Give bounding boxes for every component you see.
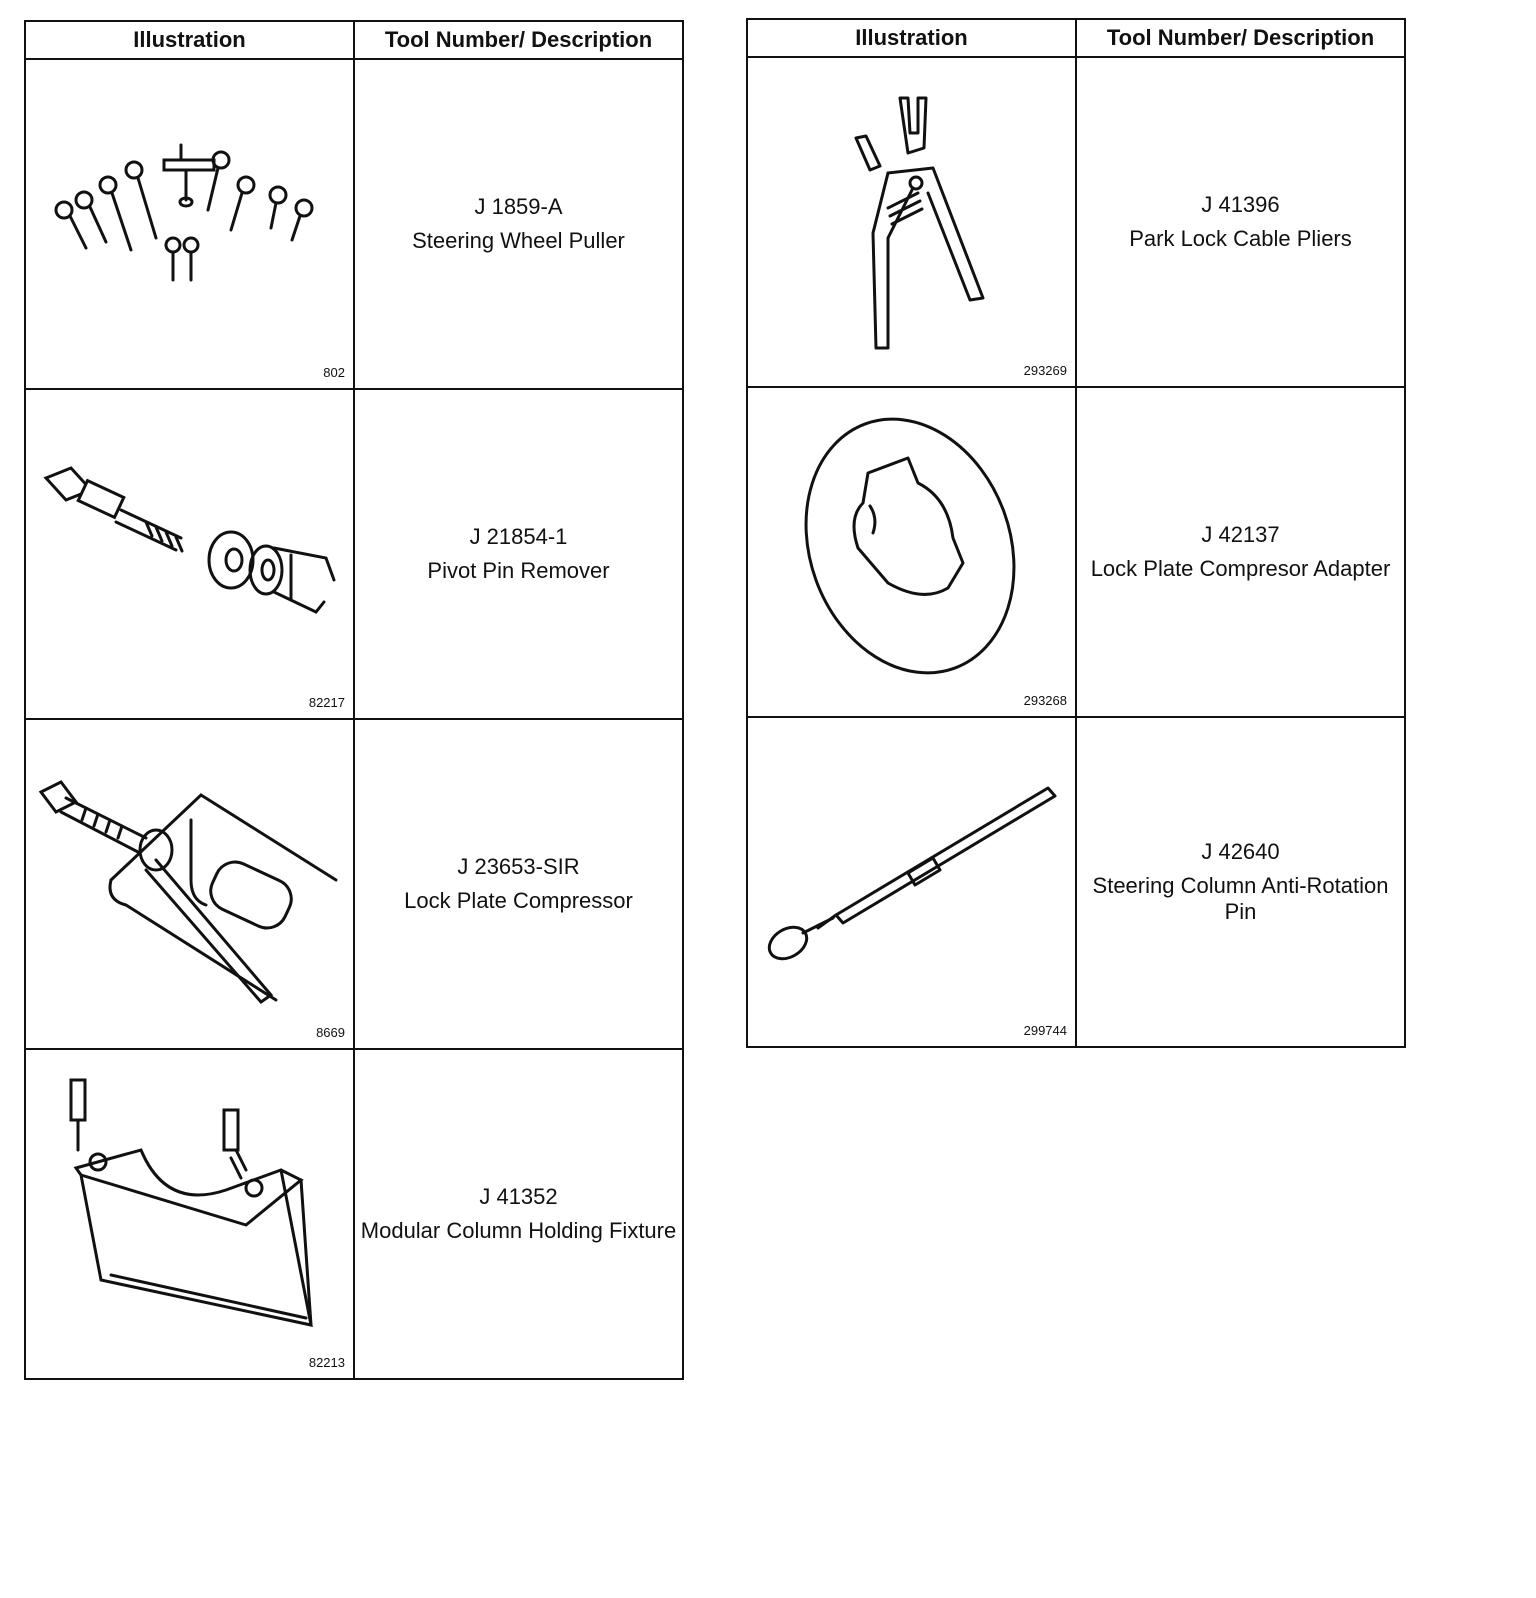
compressor-adapter-icon: [748, 388, 1075, 716]
tool-number: J 41396: [1201, 192, 1280, 217]
lock-plate-compressor-icon: [26, 720, 353, 1048]
description-cell: [354, 59, 683, 389]
description-cell: [1076, 387, 1405, 717]
tool-number: J 23653-SIR: [457, 854, 580, 879]
illustration-cell: [747, 57, 1076, 387]
description-cell: [354, 389, 683, 719]
illustration-cell: [747, 717, 1076, 1047]
header-description: Tool Number/ Description: [354, 21, 683, 59]
figure-id: 293268: [1023, 693, 1067, 708]
tool-table-right: [746, 18, 1406, 1048]
tool-name: Steering Column Anti-Rotation Pin: [1092, 873, 1389, 924]
figure-id: 8669: [316, 1025, 345, 1040]
tool-name: Steering Wheel Puller: [412, 228, 625, 253]
column-holding-fixture-icon: [26, 1050, 353, 1378]
illustration-cell: [25, 59, 354, 389]
steering-wheel-puller-icon: [26, 60, 353, 388]
figure-id: 82217: [308, 695, 345, 710]
illustration-cell: [25, 719, 354, 1049]
description-cell: [354, 719, 683, 1049]
table-row: [747, 387, 1405, 717]
figure-id: 299744: [1023, 1023, 1067, 1038]
tool-name: Park Lock Cable Pliers: [1129, 226, 1352, 251]
figure-id: 802: [323, 365, 345, 380]
header-row: [25, 21, 683, 59]
tool-name: Pivot Pin Remover: [427, 558, 610, 583]
header-illustration: Illustration: [747, 19, 1076, 57]
tool-name: Modular Column Holding Fixture: [360, 1218, 677, 1243]
illustration-cell: [747, 387, 1076, 717]
figure-id: 293269: [1023, 363, 1067, 378]
table-row: [747, 57, 1405, 387]
tool-number: J 21854-1: [469, 524, 568, 549]
description-cell: [1076, 717, 1405, 1047]
description-cell: [354, 1049, 683, 1379]
description-cell: [1076, 57, 1405, 387]
header-row: [747, 19, 1405, 57]
illustration-cell: [25, 389, 354, 719]
header-description: Tool Number/ Description: [1076, 19, 1405, 57]
tool-name: Lock Plate Compressor: [404, 888, 633, 913]
table-row: [747, 717, 1405, 1047]
tool-name: Lock Plate Compresor Adapter: [1090, 556, 1391, 581]
cable-pliers-icon: [748, 58, 1075, 386]
illustration-cell: [25, 1049, 354, 1379]
figure-id: 82213: [308, 1355, 345, 1370]
tool-number: J 1859-A: [474, 194, 563, 219]
tool-number: J 42137: [1201, 522, 1280, 547]
header-illustration: Illustration: [25, 21, 354, 59]
tool-number: J 41352: [479, 1184, 558, 1209]
pivot-pin-remover-icon: [26, 390, 353, 718]
table-row: [25, 389, 683, 719]
table-row: [25, 59, 683, 389]
table-row: [25, 1049, 683, 1379]
tool-number: J 42640: [1201, 839, 1280, 864]
table-row: [25, 719, 683, 1049]
tool-table-left: [24, 20, 684, 1380]
anti-rotation-pin-icon: [748, 718, 1075, 1046]
